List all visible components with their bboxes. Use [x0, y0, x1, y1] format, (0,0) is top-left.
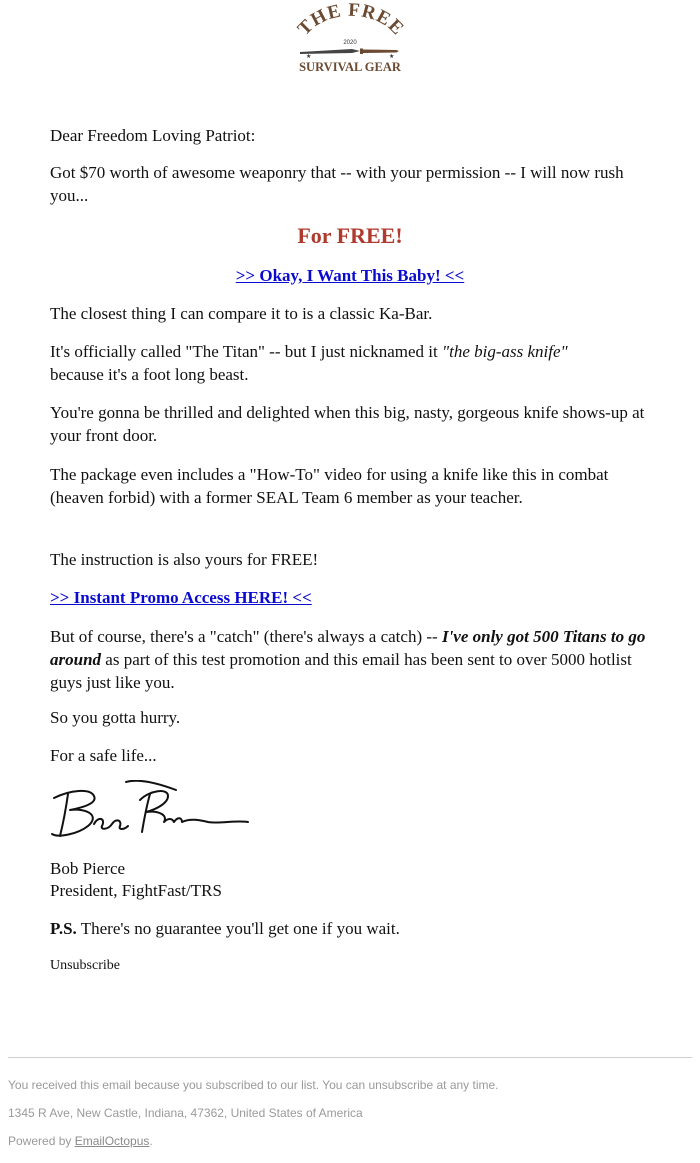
cta-link-promo[interactable]: >> Instant Promo Access HERE! << — [50, 588, 312, 607]
email-footer — [8, 1057, 692, 1148]
cta-paragraph-2 — [50, 586, 655, 609]
titan-paragraph — [50, 340, 580, 386]
brand-line1: THE FREE — [293, 0, 409, 40]
titan-nickname: "the big-ass knife" — [441, 342, 568, 361]
svg-text:THE FREE — [294, 0, 409, 40]
star-icon-left: ★ — [306, 53, 312, 60]
knife-icon — [300, 49, 399, 55]
intro-paragraph: Got $70 worth of awesome weaponry that -- with your permission -- I will now rush you... — [50, 163, 624, 205]
signature — [50, 780, 260, 848]
powered-suffix: . — [149, 1134, 153, 1148]
greeting: Dear Freedom Loving Patriot: — [50, 126, 256, 145]
footer-subscription-note: You received this email because you subscribed to our list. You can unsubscribe at any time. — [8, 1078, 499, 1092]
ps-text: There's no guarantee you'll get one if you wait. — [76, 919, 400, 938]
brand-year: 2020 — [343, 40, 357, 46]
titan-text-a: It's officially called "The Titan" -- but I just nicknamed it — [50, 342, 442, 361]
free-headline: For FREE! — [297, 223, 403, 248]
brand-line2: SURVIVAL GEAR — [299, 60, 401, 74]
titan-text-b: because it's a foot long beast. — [50, 365, 249, 384]
catch-text-a: But of course, there's a "catch" (there's always a catch) -- — [50, 627, 442, 646]
brand-logo-graphic — [0, 0, 700, 100]
catch-paragraph — [50, 625, 650, 694]
cta-link-okay[interactable]: >> Okay, I Want This Baby! << — [235, 266, 465, 285]
footer-powered-by — [8, 1134, 153, 1148]
cta-paragraph-1 — [50, 264, 650, 287]
hurry-paragraph: So you gotta hurry. — [50, 708, 181, 727]
footer-address: 1345 R Ave, New Castle, Indiana, 47362, United States of America — [8, 1106, 363, 1120]
catch-text-b: as part of this test promotion and this email has been sent to over 5000 hotlist guys just like you. — [50, 650, 632, 692]
star-icon-right: ★ — [389, 53, 395, 60]
signer-name: Bob Pierce — [50, 859, 126, 878]
thrilled-paragraph: You're gonna be thrilled and delighted when this big, nasty, gorgeous knife shows-up at your front door. — [50, 403, 645, 445]
brand-logo — [0, 0, 700, 100]
ps-label: P.S. — [50, 919, 77, 938]
signature-image — [50, 780, 260, 842]
safe-life-paragraph: For a safe life... — [50, 746, 157, 765]
powered-prefix: Powered by — [8, 1134, 75, 1148]
ps-paragraph — [50, 917, 655, 940]
kabar-paragraph: The closest thing I can compare it to is a classic Ka-Bar. — [50, 304, 433, 323]
unsubscribe-link[interactable]: Unsubscribe — [50, 958, 120, 973]
unsubscribe-paragraph — [50, 954, 655, 977]
emailoctopus-link[interactable]: EmailOctopus — [74, 1134, 150, 1148]
instruction-paragraph: The instruction is also yours for FREE! — [50, 550, 319, 569]
video-paragraph: The package even includes a "How-To" video for using a knife like this in combat (heaven forbid) with a former SEAL Team 6 member as your teacher. — [50, 465, 609, 507]
signer-title: President, FightFast/TRS — [50, 881, 222, 900]
catch-emphasis: I've only got 500 Titans to go around — [50, 627, 646, 669]
